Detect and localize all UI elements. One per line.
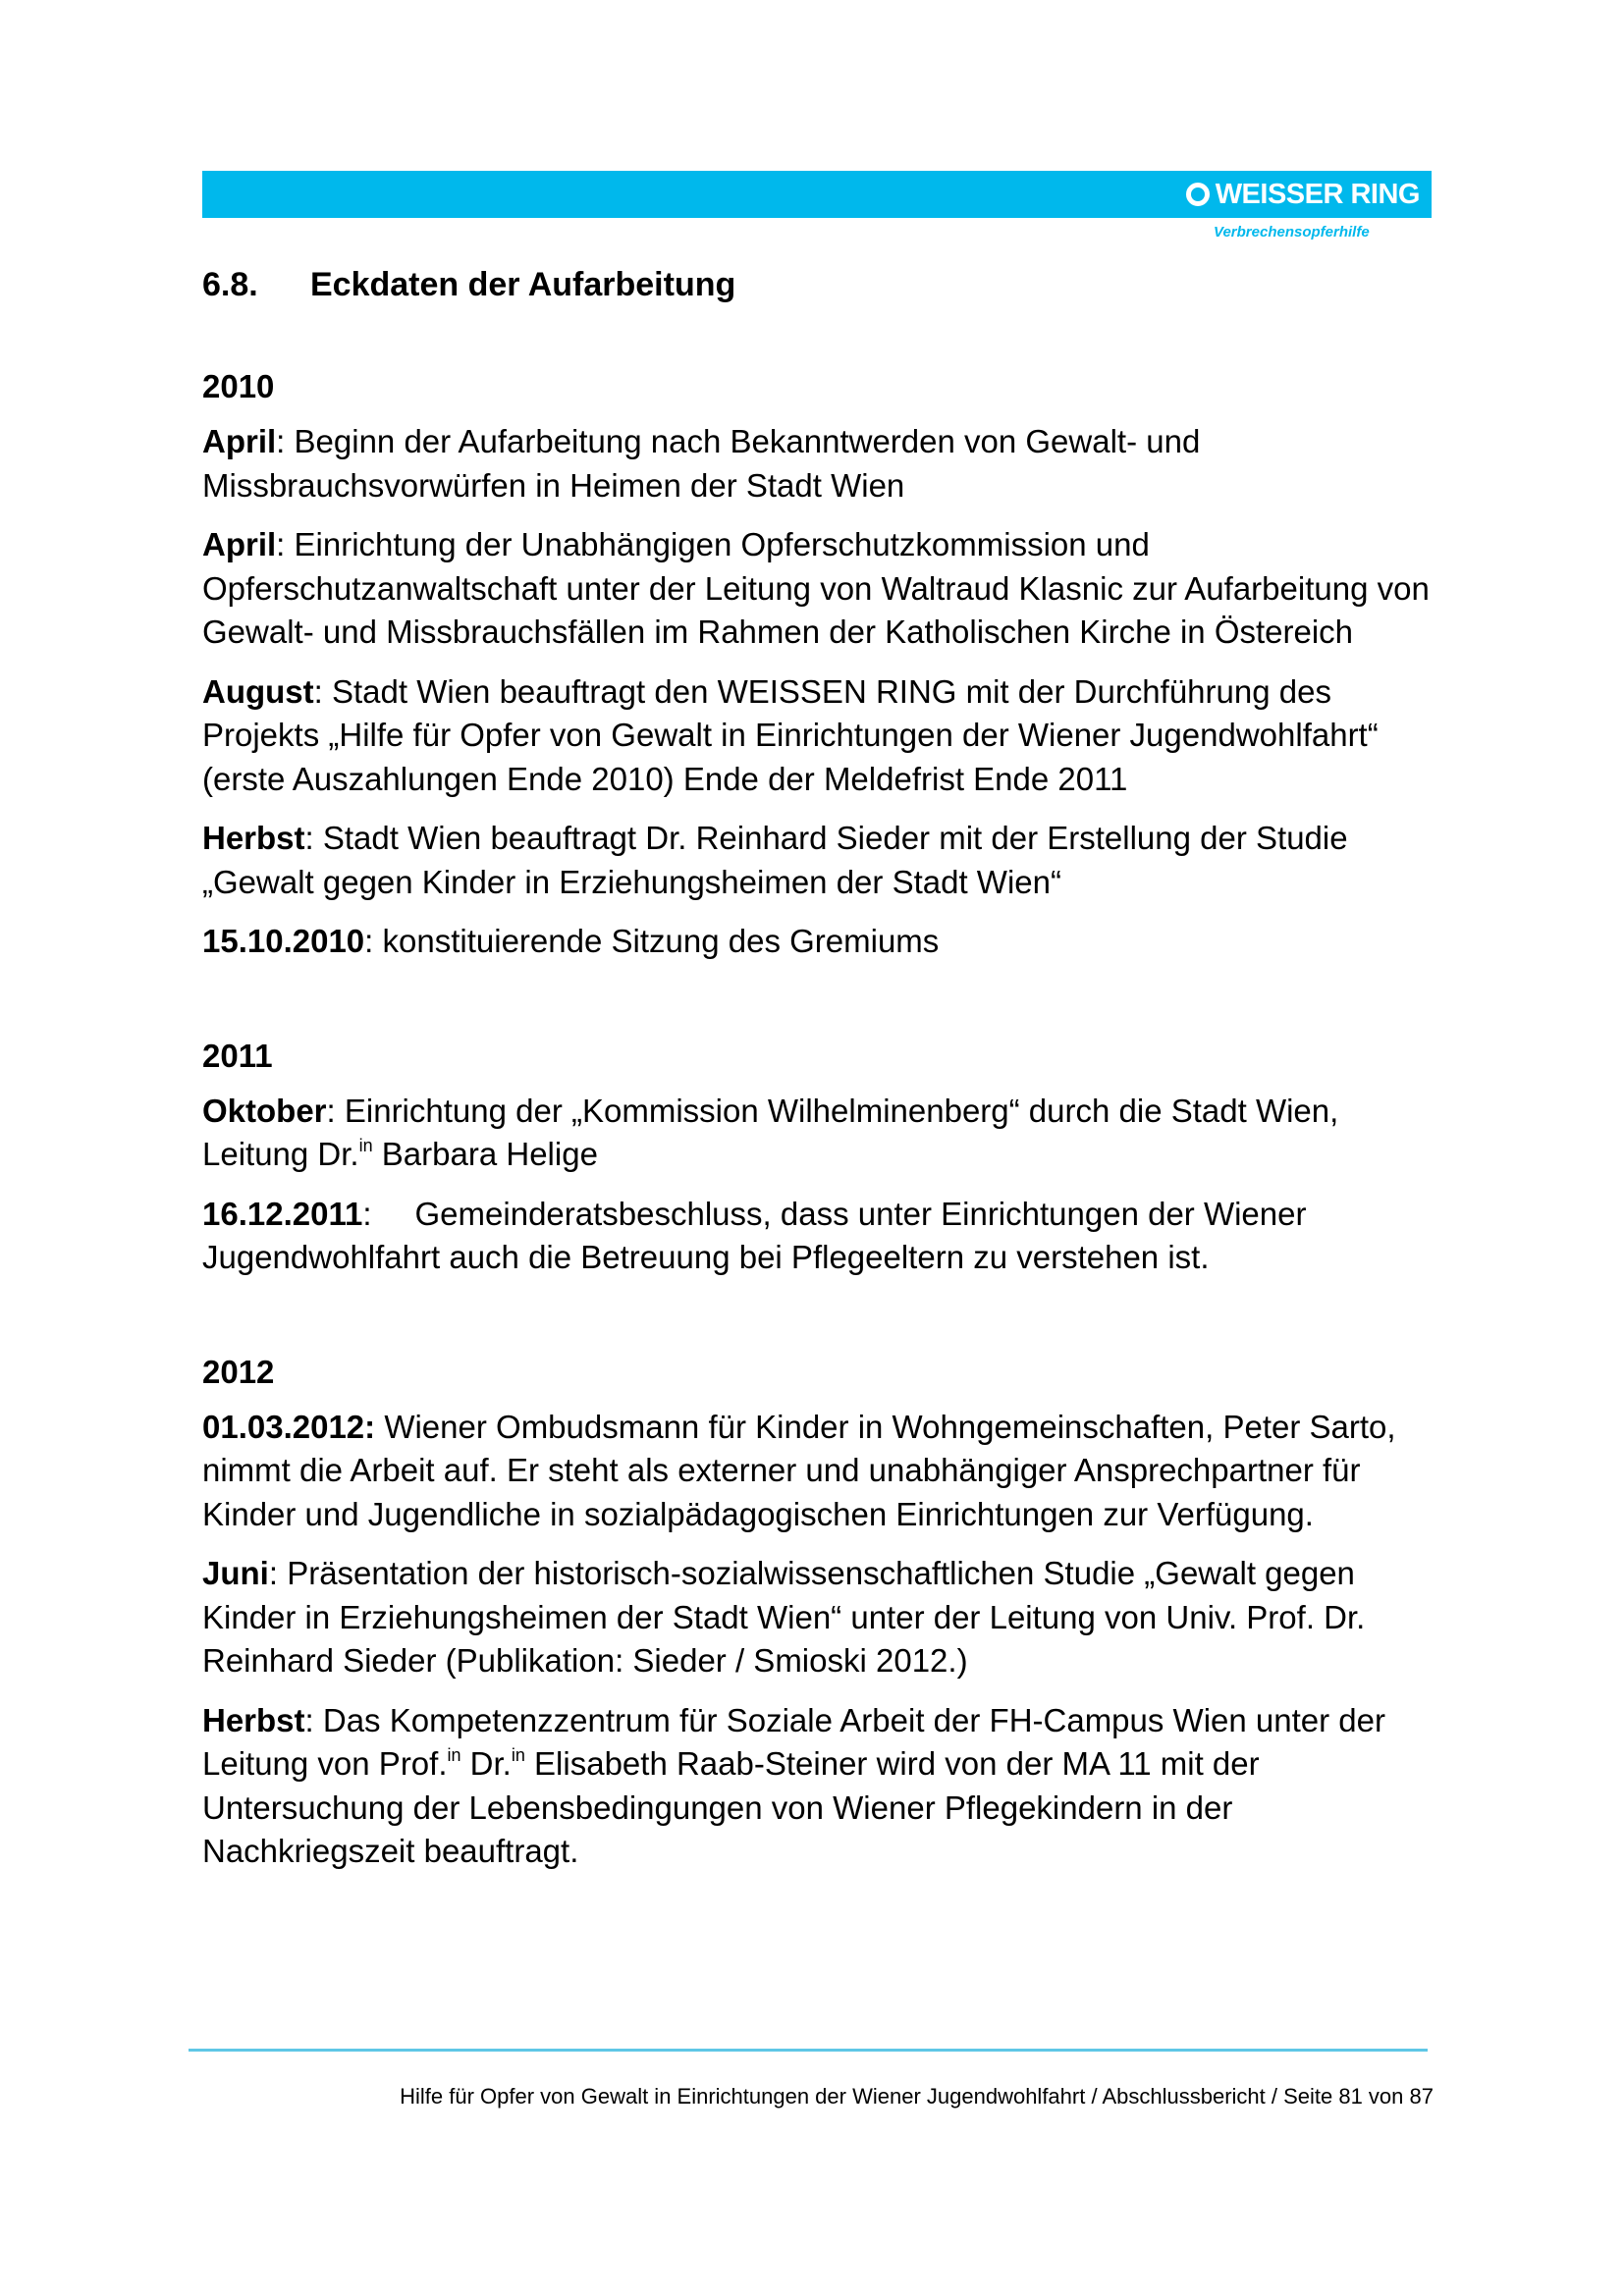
section-heading xyxy=(202,263,735,306)
superscript: in xyxy=(447,1745,461,1765)
year-section-2012 xyxy=(202,1351,1434,1874)
year-heading: 2011 xyxy=(202,1037,273,1074)
timeline-entry xyxy=(202,1406,1434,1537)
entry-label: Herbst xyxy=(202,1701,305,1738)
entry-label: 15.10.2010 xyxy=(202,923,365,959)
timeline-entry: 16.12.2011: Gemeinderatsbeschluss, dass unter Einrichtungen der Wiener Jugendwohlfahrt auch die Betreuung bei Pflegeeltern zu verstehen ist. xyxy=(202,1195,1307,1275)
timeline-entry: April: Einrichtung der Unabhängigen Opferschutzkommission und Opferschutzanwaltschaft unter der Leitung von Waltraud Klasnic zur Aufarbeitung von Gewalt- und Missbrauchsfällen im Rahmen der Katholischen Kirche in Östereich xyxy=(202,526,1430,650)
entry-text: Beginn der Aufarbeitung nach Bekanntwerden von Gewalt- und Missbrauchsvorwürfen in Heimen der Stadt Wien xyxy=(202,423,1201,504)
timeline-entry: Herbst: Das Kompetenzzentrum für Soziale Arbeit der FH-Campus Wien unter der Leitung von Prof.$^{in}$ Dr.$^{in}$ Elisabeth Raab-Steiner wird von der MA 11 mit der Untersuchung der Lebensbedingungen von Wiener Pflegekindern in der Nachkriegszeit beauftragt. xyxy=(202,1701,1385,1869)
year-section-2011 xyxy=(202,1035,1434,1280)
entry-label: Herbst xyxy=(202,820,305,856)
timeline-entry: Juni: Präsentation der historisch-sozialwissenschaftlichen Studie „Gewalt gegen Kinder in Erziehungsheimen der Stadt Wien“ unter der Leitung von Univ. Prof. Dr. Reinhard Sieder (Publikation: Sieder / Smioski 2012.) xyxy=(202,1555,1366,1679)
page-footer: Hilfe für Opfer von Gewalt in Einrichtungen der Wiener Jugendwohlfahrt / Abschlussbericht / Seite 81 von 87 xyxy=(400,2084,1434,2109)
entry-label: 16.12.2011 xyxy=(202,1195,363,1232)
entry-label: 01.03.2012: xyxy=(202,1408,376,1445)
superscript: in xyxy=(358,1136,373,1155)
timeline-entry: 15.10.2010: konstituierende Sitzung des Gremiums xyxy=(202,923,940,959)
logo-text: WEISSER RING xyxy=(1215,178,1420,210)
entry-text: Wiener Ombudsmann für Kinder in Wohngemeinschaften, Peter Sarto, nimmt die Arbeit auf. Er steht als externer und unabhängiger Ansprechpartner für Kinder und Jugendliche in sozialpädagogischen Einrichtungen zur Verfügung. xyxy=(202,1408,1396,1532)
entry-text: Einrichtung der Unabhängigen Opferschutzkommission und Opferschutzanwaltschaft unter der Leitung von Waltraud Klasnic zur Aufarbeitung von Gewalt- und Missbrauchsfällen im Rahmen der Katholischen Kirche in Östereich xyxy=(202,526,1430,650)
entry-text: Das Kompetenzzentrum für Soziale Arbeit der FH-Campus Wien unter der Leitung von Prof. xyxy=(202,1701,1385,1782)
year-heading: 2012 xyxy=(202,1353,275,1390)
year-section-2010 xyxy=(202,365,1434,964)
timeline-entry: Herbst: Stadt Wien beauftragt Dr. Reinhard Sieder mit der Erstellung der Studie „Gewalt gegen Kinder in Erziehungsheimen der Stadt Wien“ xyxy=(202,820,1348,900)
logo xyxy=(1186,175,1420,214)
footer-divider xyxy=(189,2049,1428,2052)
superscript: in xyxy=(511,1745,525,1765)
timeline-entry: Oktober: Einrichtung der „Kommission Wilhelminenberg“ durch die Stadt Wien, Leitung Dr.$^{in}$ Barbara Helige xyxy=(202,1092,1339,1172)
year-heading: 2010 xyxy=(202,368,275,404)
entry-text: Stadt Wien beauftragt Dr. Reinhard Sieder mit der Erstellung der Studie „Gewalt gegen Kinder in Erziehungsheimen der Stadt Wien“ xyxy=(202,820,1348,900)
timeline-entry: April: Beginn der Aufarbeitung nach Bekanntwerden von Gewalt- und Missbrauchsvorwürfen in Heimen der Stadt Wien xyxy=(202,423,1201,504)
entry-label: April xyxy=(202,423,277,459)
entry-label: Juni xyxy=(202,1555,269,1591)
logo-tagline: Verbrechensopferhilfe xyxy=(1214,224,1370,240)
ring-logo-icon xyxy=(1186,183,1210,206)
entry-text: Einrichtung der „Kommission Wilhelminenberg“ durch die Stadt Wien, Leitung Dr. xyxy=(202,1092,1339,1172)
entry-label: August xyxy=(202,672,314,710)
entry-text: Gemeinderatsbeschluss, dass unter Einrichtungen der Wiener Jugendwohlfahrt auch die Betreuung bei Pflegeeltern zu verstehen ist. xyxy=(202,1195,1307,1275)
document-body xyxy=(202,365,1434,1890)
entry-text: Präsentation der historisch-sozialwissenschaftlichen Studie „Gewalt gegen Kinder in Erziehungsheimen der Stadt Wien“ unter der Leitung von Univ. Prof. Dr. Reinhard Sieder (Publikation: Sieder / Smioski 2012.) xyxy=(202,1555,1366,1679)
entry-label: Oktober xyxy=(202,1092,327,1129)
timeline-entry: August: Stadt Wien beauftragt den WEISSEN RING mit der Durchführung des Projekts „Hilfe für Opfer von Gewalt in Einrichtungen der Wiener Jugendwohlfahrt“ (erste Auszahlungen Ende 2010) Ende der Meldefrist Ende 2011 xyxy=(202,672,1379,797)
entry-text: konstituierende Sitzung des Gremiums xyxy=(382,923,940,959)
section-title: Eckdaten der Aufarbeitung xyxy=(310,266,736,303)
header-bar xyxy=(202,171,1432,218)
section-number: 6.8. xyxy=(202,266,258,303)
entry-label: April xyxy=(202,526,277,562)
entry-text: Stadt Wien beauftragt den WEISSEN RING mit der Durchführung des Projekts „Hilfe für Opfer von Gewalt in Einrichtungen der Wiener Jugendwohlfahrt“ (erste Auszahlungen Ende 2010) Ende der Meldefrist Ende 2011 xyxy=(202,672,1379,797)
